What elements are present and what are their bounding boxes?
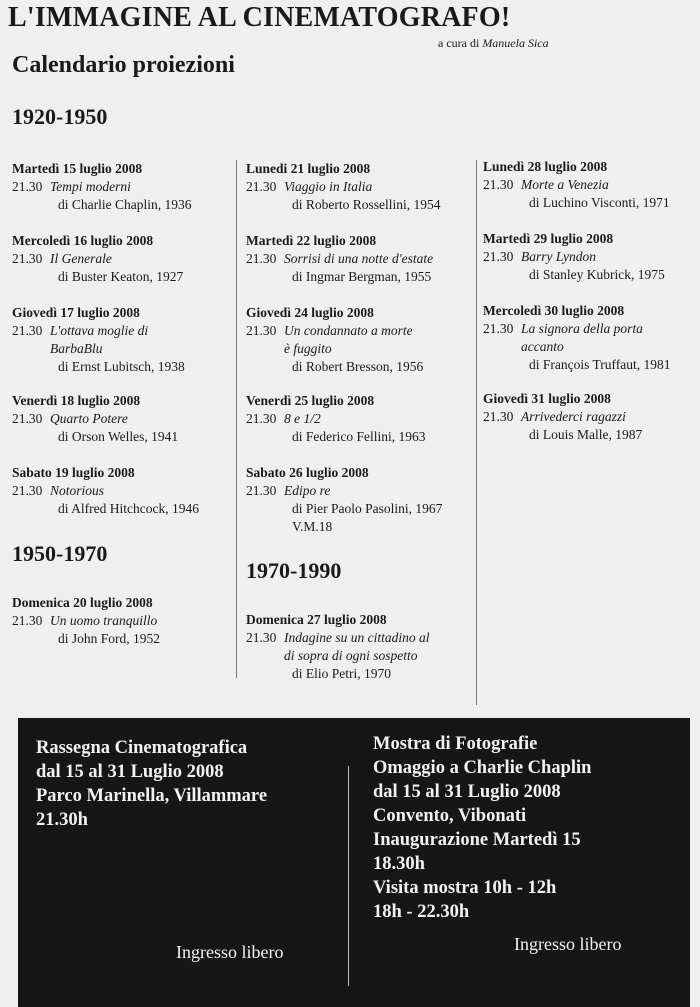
film-title: Arrivederci ragazzi — [521, 409, 626, 424]
era-heading: 1920-1950 — [12, 104, 108, 129]
film-title: Sorrisi di una notte d'estate — [284, 251, 434, 266]
film-director: di John Ford, 1952 — [58, 631, 161, 646]
film-director: di Alfred Hitchcock, 1946 — [58, 501, 199, 516]
film-line — [483, 338, 671, 356]
screening-time: 21.30 — [246, 251, 277, 266]
screening-time: 21.30 — [483, 177, 514, 192]
screening-entry — [12, 232, 183, 286]
screening-time: 21.30 — [12, 323, 43, 338]
screening-date: Giovedì 17 luglio 2008 — [12, 305, 140, 320]
film-line — [483, 248, 665, 266]
screening-date: Domenica 20 luglio 2008 — [12, 595, 153, 610]
film-line — [483, 408, 642, 426]
screening-entry — [483, 390, 642, 444]
screening-date: Martedì 29 luglio 2008 — [483, 231, 614, 246]
screening-time: 21.30 — [246, 411, 277, 426]
screening-entry — [483, 230, 665, 284]
film-director: di Ingmar Bergman, 1955 — [292, 269, 432, 284]
info-panel — [18, 718, 690, 1007]
era-heading: 1950-1970 — [12, 541, 108, 566]
film-line — [12, 410, 178, 428]
screening-time: 21.30 — [246, 483, 277, 498]
film-director: di Roberto Rossellini, 1954 — [292, 197, 441, 212]
screening-entry — [246, 392, 425, 446]
panel-line: 18.30h — [373, 854, 425, 874]
film-director: di Elio Petri, 1970 — [292, 666, 391, 681]
panel-line: 18h - 22.30h — [373, 902, 470, 922]
film-title: BarbaBlu — [50, 341, 103, 356]
screening-time: 21.30 — [246, 323, 277, 338]
film-line — [483, 320, 671, 338]
film-director: di Ernst Lubitsch, 1938 — [58, 359, 185, 374]
screening-date: Mercoledì 16 luglio 2008 — [12, 233, 154, 248]
screening-entry — [246, 464, 442, 536]
page-title: L'IMMAGINE AL CINEMATOGRAFO! — [8, 2, 511, 33]
screening-time: 21.30 — [12, 613, 43, 628]
film-director: di Buster Keaton, 1927 — [58, 269, 184, 284]
film-line — [12, 482, 199, 500]
film-director: di Luchino Visconti, 1971 — [529, 195, 670, 210]
film-director: di Federico Fellini, 1963 — [292, 429, 426, 444]
column-divider — [236, 160, 237, 678]
screening-time: 21.30 — [12, 483, 43, 498]
screening-date: Mercoledì 30 luglio 2008 — [483, 303, 625, 318]
film-title: L'ottava moglie di — [50, 323, 149, 338]
film-line — [246, 629, 430, 647]
screening-date: Domenica 27 luglio 2008 — [246, 612, 387, 627]
film-title: Indagine su un cittadino al — [284, 630, 430, 645]
film-title: Edipo re — [284, 483, 331, 498]
panel-line: dal 15 al 31 Luglio 2008 — [36, 762, 224, 782]
panel-line: dal 15 al 31 Luglio 2008 — [373, 782, 561, 802]
film-line — [246, 410, 425, 428]
screening-entry — [246, 160, 441, 214]
era-heading: 1970-1990 — [246, 558, 342, 583]
film-director: di Stanley Kubrick, 1975 — [529, 267, 665, 282]
screening-time: 21.30 — [12, 179, 43, 194]
screening-entry — [12, 160, 191, 214]
film-title: Quarto Potere — [50, 411, 128, 426]
film-line — [12, 250, 183, 268]
film-line — [12, 340, 185, 358]
subtitle: Calendario proiezioni — [12, 52, 235, 78]
film-title: di sopra di ogni sospetto — [284, 648, 418, 663]
panel-line: Omaggio a Charlie Chaplin — [373, 758, 592, 778]
screening-time: 21.30 — [12, 411, 43, 426]
panel-line: Convento, Vibonati — [373, 806, 527, 826]
screening-date: Giovedì 31 luglio 2008 — [483, 391, 611, 406]
credit — [438, 36, 549, 51]
column-divider — [476, 160, 477, 705]
mostra-block — [373, 732, 591, 924]
film-title: Un condannato a morte — [284, 323, 413, 338]
ingresso-left: Ingresso libero — [176, 942, 284, 962]
screening-date: Martedì 22 luglio 2008 — [246, 233, 377, 248]
film-line — [246, 647, 430, 665]
film-title: Tempi moderni — [50, 179, 131, 194]
screening-time: 21.30 — [12, 251, 43, 266]
film-title: Il Generale — [50, 251, 112, 266]
screening-entry — [483, 302, 671, 374]
credit-name: Manuela Sica — [482, 36, 549, 50]
credit-prefix: a cura di — [438, 36, 480, 50]
panel-line: Inaugurazione Martedì 15 — [373, 830, 581, 850]
film-line — [246, 322, 423, 340]
panel-line: Parco Marinella, Villammare — [36, 786, 268, 806]
panel-line: 21.30h — [36, 810, 88, 830]
film-line — [483, 176, 670, 194]
film-title: Notorious — [50, 483, 105, 498]
screening-date: Giovedì 24 luglio 2008 — [246, 305, 374, 320]
ingresso-right: Ingresso libero — [514, 934, 622, 954]
film-rating-note: V.M.18 — [292, 519, 333, 534]
film-line — [246, 340, 423, 358]
film-title: Viaggio in Italia — [284, 179, 373, 194]
panel-divider — [348, 766, 349, 986]
film-title: Un uomo tranquillo — [50, 613, 158, 628]
screening-entry — [12, 304, 185, 376]
screening-time: 21.30 — [483, 321, 514, 336]
film-title: è fuggito — [284, 341, 332, 356]
film-line — [246, 250, 433, 268]
film-title: accanto — [521, 339, 564, 354]
film-director: di François Truffaut, 1981 — [529, 357, 671, 372]
film-line — [12, 322, 185, 340]
screening-date: Lunedì 28 luglio 2008 — [483, 159, 608, 174]
film-title: 8 e 1/2 — [284, 411, 321, 426]
screening-entry — [483, 158, 670, 212]
screening-time: 21.30 — [483, 409, 514, 424]
film-director: di Robert Bresson, 1956 — [292, 359, 424, 374]
screening-date: Sabato 26 luglio 2008 — [246, 465, 369, 480]
screening-entry — [246, 611, 430, 683]
film-director: di Louis Malle, 1987 — [529, 427, 643, 442]
screening-entry — [12, 392, 178, 446]
screening-time: 21.30 — [483, 249, 514, 264]
film-line — [246, 178, 441, 196]
screening-time: 21.30 — [246, 630, 277, 645]
screening-entry — [12, 594, 160, 648]
film-line — [12, 612, 160, 630]
film-director: di Pier Paolo Pasolini, 1967 — [292, 501, 443, 516]
panel-line: Rassegna Cinematografica — [36, 738, 248, 758]
screening-entry — [246, 232, 433, 286]
screening-date: Lunedi 21 luglio 2008 — [246, 161, 371, 176]
film-director: di Orson Welles, 1941 — [58, 429, 179, 444]
film-line — [246, 482, 442, 500]
film-director: di Charlie Chaplin, 1936 — [58, 197, 192, 212]
screening-time: 21.30 — [246, 179, 277, 194]
screening-date: Sabato 19 luglio 2008 — [12, 465, 135, 480]
screening-entry — [246, 304, 423, 376]
panel-line: Mostra di Fotografie — [373, 734, 538, 754]
rassegna-block — [36, 736, 267, 832]
film-line — [12, 178, 191, 196]
screening-entry — [12, 464, 199, 518]
film-title: La signora della porta — [521, 321, 643, 336]
film-title: Morte a Venezia — [521, 177, 609, 192]
screening-date: Martedì 15 luglio 2008 — [12, 161, 143, 176]
film-title: Barry Lyndon — [521, 249, 596, 264]
panel-line: Visita mostra 10h - 12h — [373, 878, 557, 898]
screening-date: Venerdì 18 luglio 2008 — [12, 393, 141, 408]
screening-date: Venerdì 25 luglio 2008 — [246, 393, 375, 408]
